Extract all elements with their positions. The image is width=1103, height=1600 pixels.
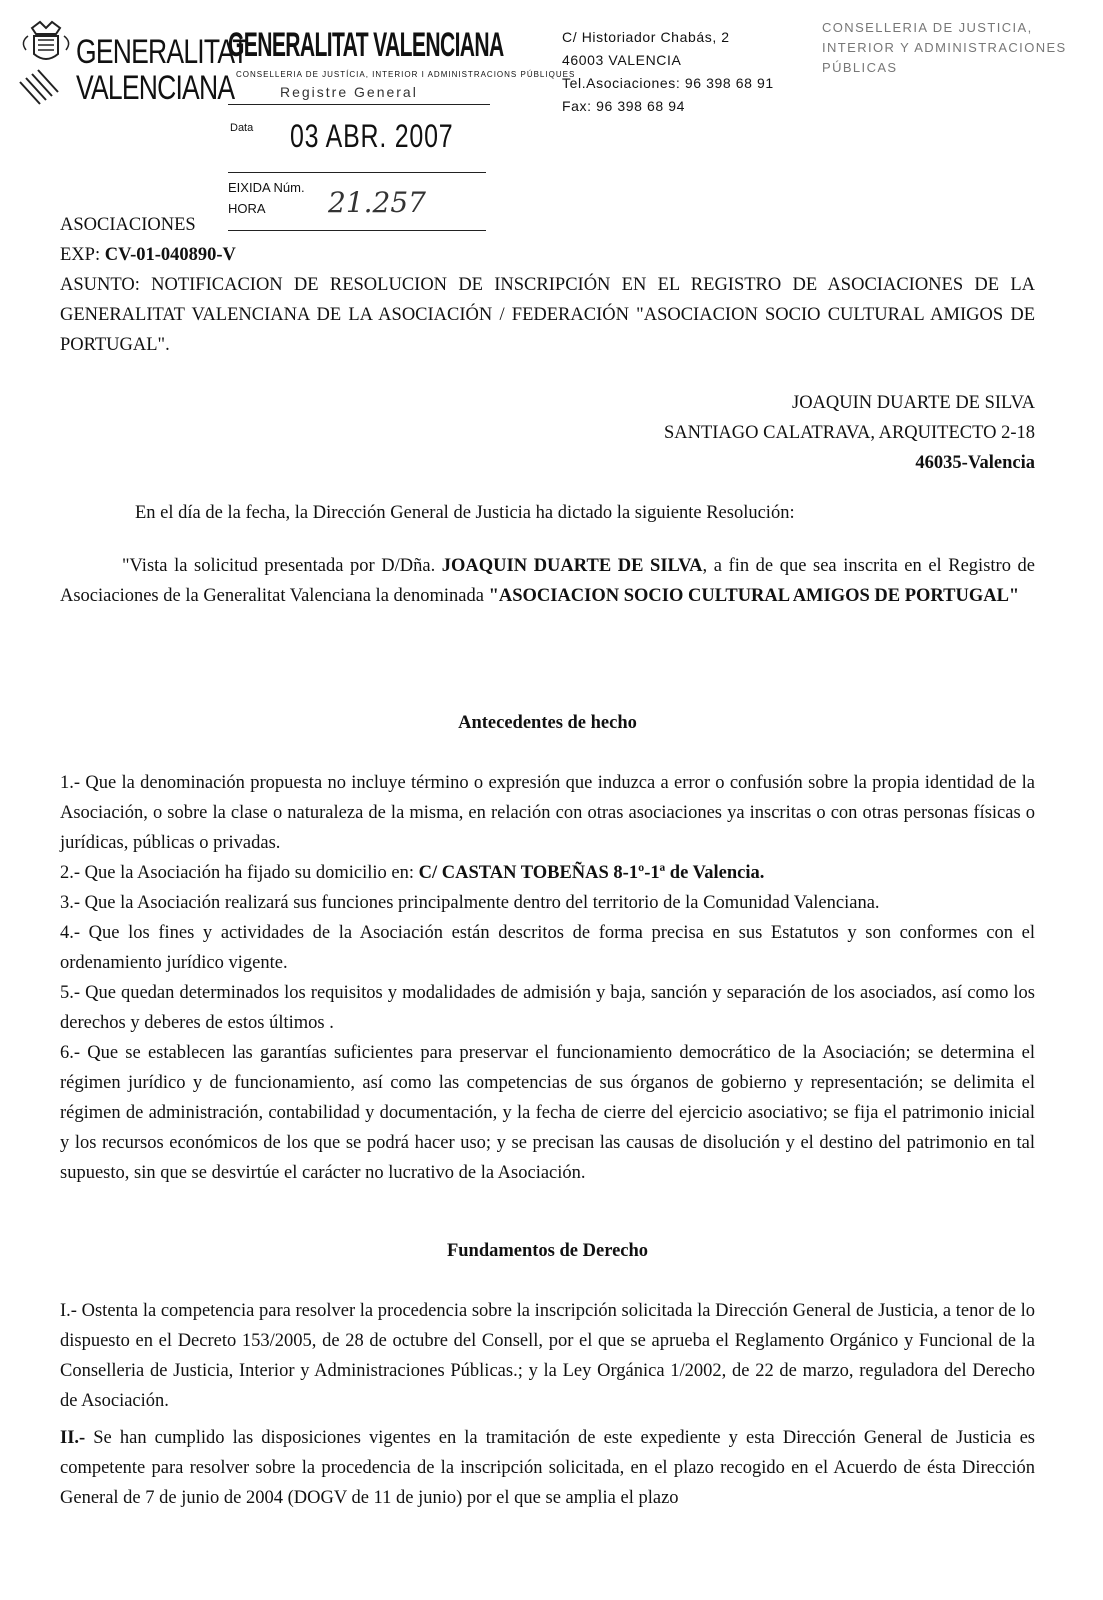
subject: ASUNTO: NOTIFICACION DE RESOLUCION DE INSCRIPCIÓN EN EL REGISTRO DE ASOCIACIONES DE LA GENERALITAT VALENCIANA DE LA ASOCIACIÓN / FEDERACIÓN "ASOCIACION SOCIO CULTURAL AMIGOS DE PORTUGAL".	[60, 275, 1035, 355]
department-line: PÚBLICAS	[822, 60, 898, 75]
fundamentos-heading: Fundamentos de Derecho	[446, 1241, 649, 1261]
address-line: 46003 VALENCIA	[562, 52, 682, 68]
coat-of-arms-icon	[18, 20, 74, 120]
section-label: ASOCIACIONES	[60, 215, 196, 235]
department-line: INTERIOR Y ADMINISTRACIONES	[822, 40, 1067, 55]
stamp-divider	[228, 230, 486, 231]
stamp-date-label: Data	[230, 122, 254, 134]
fundamento-text	[60, 1423, 1035, 1513]
logo-line-1: GENERALITAT	[76, 33, 248, 71]
fundamento-number: II.-	[60, 1428, 86, 1448]
fundamento-text: I.- Ostenta la competencia para resolver la procedencia sobre la inscripción solicitada la Dirección General de Justicia, a tenor de lo dispuesto en el Decreto 153/2005, de 28 de octubre del Consell, por el que se aprueba el Reglamento Orgánico y Funcional de la Conselleria de Justicia, Interior y Administraciones Públicas.; y la Ley Orgánica 1/2002, de 22 de marzo, reguladora del Derecho de Asociación.	[60, 1301, 1035, 1411]
stamp-date: 03 ABR. 2007	[290, 118, 454, 154]
item-address: C/ CASTAN TOBEÑAS 8-1º-1ª de Valencia.	[418, 863, 765, 883]
registry-stamp	[228, 26, 576, 126]
vista-applicant: JOAQUIN DUARTE DE SILVA	[441, 556, 703, 576]
logo-line-2: VALENCIANA	[76, 69, 235, 107]
antecedente-item	[60, 858, 1035, 888]
antecedente-item: 5.- Que quedan determinados los requisitos y modalidades de admisión y baja, sanción y separación de los asociados, así como los derechos y deberes de estos últimos .	[60, 983, 1035, 1033]
fundamento-item	[60, 1296, 1035, 1416]
stamp-handwritten-number: 21.257	[328, 186, 426, 219]
fundamento-body: Se han cumplido las disposiciones vigentes en la tramitación de este expediente y esta Dirección General de Justicia es competente para resolver sobre la procedencia de la inscripción solicitada, en el plazo recogido en el Acuerdo de ésta Dirección General de 7 de junio de 2004 (DOGV de 11 de junio) por el que se amplia el plazo	[60, 1428, 1035, 1508]
intro-paragraph: En el día de la fecha, la Dirección General de Justicia ha dictado la siguiente Resolución:	[135, 503, 795, 523]
vista-association: "ASOCIACION SOCIO CULTURAL AMIGOS DE PORTUGAL"	[488, 586, 1020, 606]
stamp-registry: Registre General	[280, 84, 418, 100]
antecedente-item: 6.- Que se establecen las garantías suficientes para preservar el funcionamiento democrático de la Asociación; se determina el régimen jurídico y de funcionamiento, así como las competencias de sus órganos de gobierno y representación; se delimita el régimen de administración, contabilidad y documentación, y la fecha de cierre del ejercicio asociativo; se fija el patrimonio inicial y los recursos económicos de los que se podrá hacer uso; y se precisan las causas de disolución y el destino del patrimonio en tal supuesto, sin que se desvirtúe el carácter no lucrativo de la Asociación.	[60, 1043, 1035, 1183]
exp-value: CV-01-040890-V	[104, 245, 236, 265]
address-fax: Fax: 96 398 68 94	[562, 98, 686, 114]
fundamento-item	[60, 1423, 1035, 1513]
generalitat-logo	[18, 20, 248, 120]
antecedente-item: 4.- Que los fines y actividades de la Asociación están descritos de forma precisa en sus Estatutos y son conformes con el ordenamiento jurídico vigente.	[60, 923, 1035, 973]
antecedente-item: 3.- Que la Asociación realizará sus funciones principalmente dentro del territorio de la Comunidad Valenciana.	[60, 893, 880, 913]
antecedente-item: 1.- Que la denominación propuesta no incluye término o expresión que induzca a error o confusión sobre la propia identidad de la Asociación, o sobre la clase o naturaleza de la misma, en relación con otras asociaciones ya inscritas o con otras personas físicas o jurídicas, públicas o privadas.	[60, 773, 1035, 853]
exp-label: EXP:	[60, 245, 101, 265]
stamp-eixida-label: EIXIDA Núm.	[228, 180, 305, 195]
expedient-line	[60, 240, 236, 270]
recipient-block	[664, 388, 1035, 478]
antecedentes-list	[60, 768, 1035, 1188]
department-header	[822, 18, 1067, 78]
vista-paragraph	[60, 551, 1035, 611]
office-address	[562, 26, 774, 118]
vista-text: "Vista la solicitud presentada por D/Dña.	[122, 556, 442, 576]
recipient-street: SANTIAGO CALATRAVA, ARQUITECTO 2-18	[663, 423, 1035, 443]
stamp-divider	[228, 104, 490, 105]
address-line: C/ Historiador Chabás, 2	[562, 29, 730, 45]
department-line: CONSELLERIA DE JUSTICIA,	[822, 20, 1033, 35]
antecedentes-heading: Antecedentes de hecho	[458, 713, 637, 733]
item-text: 2.- Que la Asociación ha fijado su domicilio en:	[60, 863, 419, 883]
vista-text: , a fin de que sea inscrita en el Registro de Asociaciones de la Generalitat Valenciana la denominada	[60, 556, 1035, 606]
recipient-name: JOAQUIN DUARTE DE SILVA	[792, 393, 1035, 413]
address-phone: Tel.Asociaciones: 96 398 68 91	[562, 75, 774, 91]
logo-wordmark	[76, 34, 248, 106]
stamp-title: GENERALITAT VALENCIANA	[228, 26, 504, 64]
stamp-divider	[228, 172, 486, 173]
stamp-hora-label: HORA	[228, 201, 266, 216]
recipient-city: 46035-Valencia	[915, 453, 1035, 473]
stamp-subtitle: CONSELLERIA DE JUSTÍCIA, INTERIOR I ADMINISTRACIONS PÚBLIQUES	[236, 70, 576, 79]
